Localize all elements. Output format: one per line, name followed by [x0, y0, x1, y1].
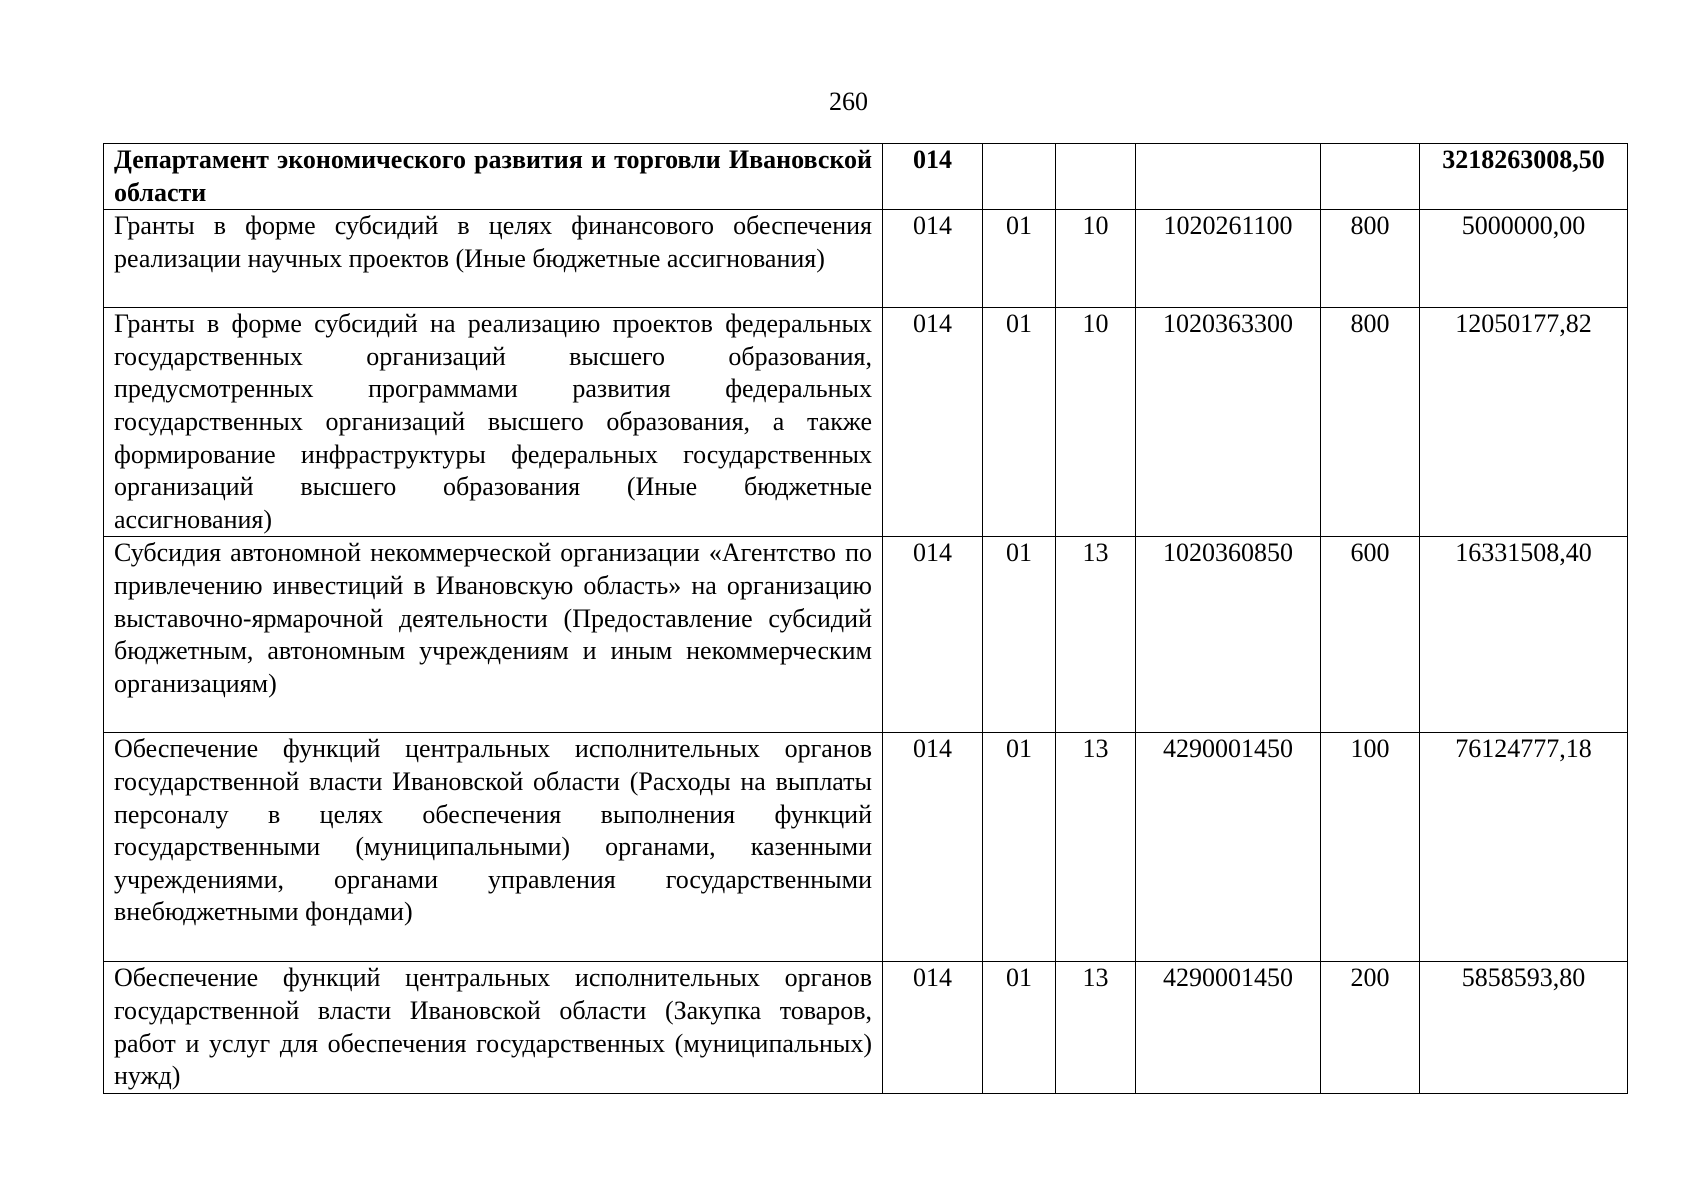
table-row [104, 733, 1628, 962]
expense-type-code [1321, 144, 1420, 210]
expense-type-code: 800 [1321, 210, 1420, 308]
table-row [104, 537, 1628, 733]
ministry-code: 014 [883, 962, 983, 1093]
subsection-code [1056, 144, 1136, 210]
target-article-code: 4290001450 [1136, 733, 1321, 962]
row-name: Гранты в форме субсидий на реализацию проектов федеральных государственных организаций высшего образования, предусмотренных программами развития федеральных государственных организаций высшего образования, а также формирование инфраструктуры федеральных государственных организаций высшего образования (Иные бюджетные ассигнования) [104, 308, 883, 537]
amount: 12050177,82 [1420, 308, 1628, 537]
table-row-department [104, 144, 1628, 210]
section-code: 01 [983, 962, 1056, 1093]
target-article-code: 1020360850 [1136, 537, 1321, 733]
subsection-code: 10 [1056, 308, 1136, 537]
subsection-code: 13 [1056, 733, 1136, 962]
subsection-code: 10 [1056, 210, 1136, 308]
target-article-code: 4290001450 [1136, 962, 1321, 1093]
amount: 5858593,80 [1420, 962, 1628, 1093]
ministry-code: 014 [883, 537, 983, 733]
row-name: Департамент экономического развития и торговли Ивановской области [104, 144, 883, 210]
ministry-code: 014 [883, 144, 983, 210]
section-code: 01 [983, 210, 1056, 308]
subsection-code: 13 [1056, 962, 1136, 1093]
expense-type-code: 800 [1321, 308, 1420, 537]
subsection-code: 13 [1056, 537, 1136, 733]
ministry-code: 014 [883, 733, 983, 962]
target-article-code [1136, 144, 1321, 210]
expense-type-code: 200 [1321, 962, 1420, 1093]
target-article-code: 1020363300 [1136, 308, 1321, 537]
section-code [983, 144, 1056, 210]
amount: 3218263008,50 [1420, 144, 1628, 210]
expense-type-code: 100 [1321, 733, 1420, 962]
amount: 16331508,40 [1420, 537, 1628, 733]
table-row [104, 962, 1628, 1093]
ministry-code: 014 [883, 308, 983, 537]
amount: 5000000,00 [1420, 210, 1628, 308]
page-number: 260 [829, 87, 868, 116]
section-code: 01 [983, 308, 1056, 537]
row-name: Обеспечение функций центральных исполнительных органов государственной власти Ивановской области (Закупка товаров, работ и услуг для обеспечения государственных (муниципальных) нужд) [104, 962, 883, 1093]
expense-type-code: 600 [1321, 537, 1420, 733]
target-article-code: 1020261100 [1136, 210, 1321, 308]
table-row [104, 308, 1628, 537]
budget-table [103, 143, 1628, 1094]
row-name: Субсидия автономной некоммерческой организации «Агентство по привлечению инвестиций в Ивановскую область» на организацию выставочно-ярмарочной деятельности (Предоставление субсидий бюджетным, автономным учреждениям и иным некоммерческим организациям) [104, 537, 883, 733]
amount: 76124777,18 [1420, 733, 1628, 962]
row-name: Гранты в форме субсидий в целях финансового обеспечения реализации научных проектов (Иные бюджетные ассигнования) [104, 210, 883, 308]
section-code: 01 [983, 537, 1056, 733]
row-name: Обеспечение функций центральных исполнительных органов государственной власти Ивановской области (Расходы на выплаты персоналу в целях обеспечения выполнения функций государственными (муниципальными) органами, казенными учреждениями, органами управления государственными внебюджетными фондами) [104, 733, 883, 962]
section-code: 01 [983, 733, 1056, 962]
table-row [104, 210, 1628, 308]
ministry-code: 014 [883, 210, 983, 308]
